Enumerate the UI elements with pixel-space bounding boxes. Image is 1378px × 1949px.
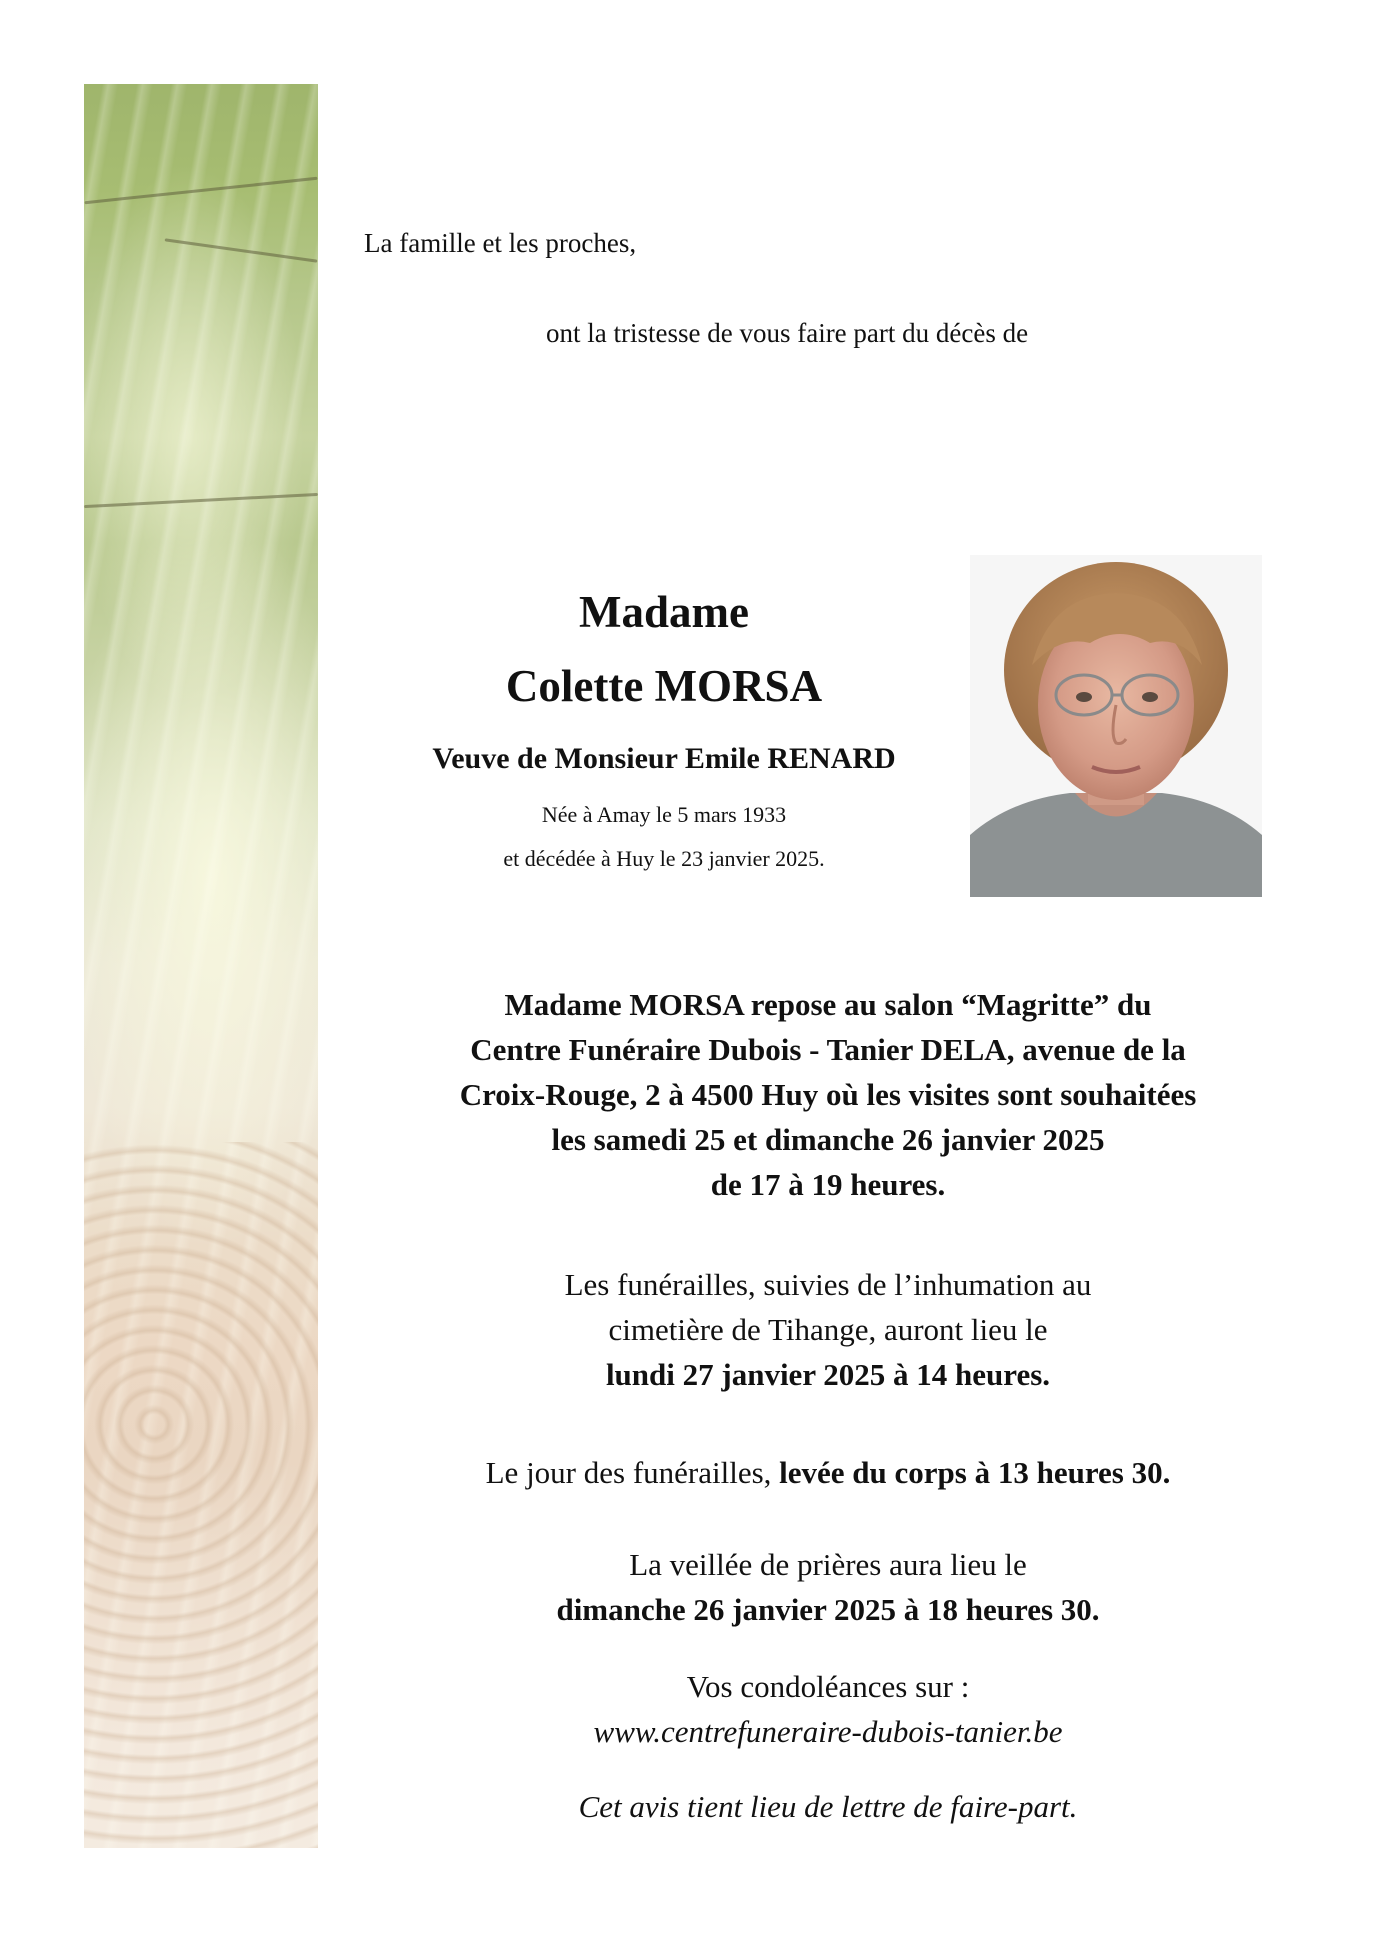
- notice-line: Cet avis tient lieu de lettre de faire-part.: [578, 1789, 1078, 1824]
- deceased-name: Colette MORSA: [505, 661, 823, 711]
- funeral-date: lundi 27 janvier 2025 à 14 heures.: [605, 1357, 1051, 1392]
- funeral-line-1: Les funérailles, suivies de l’inhumation au: [564, 1267, 1092, 1302]
- birth-date: Née à Amay le 5 mars 1933: [541, 802, 787, 827]
- visitation-block: [318, 982, 1338, 1207]
- condolences-website[interactable]: www.centrefuneraire-dubois-tanier.be: [593, 1714, 1063, 1749]
- deceased-title: Madame: [579, 587, 749, 637]
- visitation-line: Croix-Rouge, 2 à 4500 Huy où les visites sont souhaitées: [459, 1077, 1197, 1112]
- lifting-prefix: Le jour des funérailles,: [485, 1455, 780, 1490]
- funeral-block: [318, 1262, 1338, 1397]
- widow-of: Veuve de Monsieur Emile RENARD: [432, 742, 896, 775]
- visitation-line: Centre Funéraire Dubois - Tanier DELA, avenue de la: [470, 1032, 1186, 1067]
- visitation-line: les samedi 25 et dimanche 26 janvier 2025: [551, 1122, 1105, 1157]
- portrait-illustration: [970, 555, 1262, 897]
- vigil-date: dimanche 26 janvier 2025 à 18 heures 30.: [556, 1592, 1100, 1627]
- lifting-time: levée du corps à 13 heures 30.: [779, 1455, 1171, 1490]
- portrait-photo: [970, 555, 1262, 897]
- funeral-line-2: cimetière de Tihange, auront lieu le: [608, 1312, 1048, 1347]
- intro-line-2: ont la tristesse de vous faire part du décès de: [546, 318, 1029, 348]
- intro-line-1: La famille et les proches,: [364, 228, 637, 258]
- vigil-block: [318, 1542, 1338, 1632]
- lifting-line: [318, 1450, 1338, 1495]
- visitation-line: Madame MORSA repose au salon “Magritte” du: [504, 987, 1152, 1022]
- dappled-path: [84, 1142, 318, 1848]
- condolences-label: Vos condoléances sur :: [686, 1669, 970, 1704]
- vigil-line-1: La veillée de prières aura lieu le: [629, 1547, 1027, 1582]
- condolences-block: [318, 1664, 1338, 1754]
- visitation-line: de 17 à 19 heures.: [710, 1167, 946, 1202]
- death-date: et décédée à Huy le 23 janvier 2025.: [503, 846, 825, 871]
- forest-path-strip: [84, 84, 318, 1848]
